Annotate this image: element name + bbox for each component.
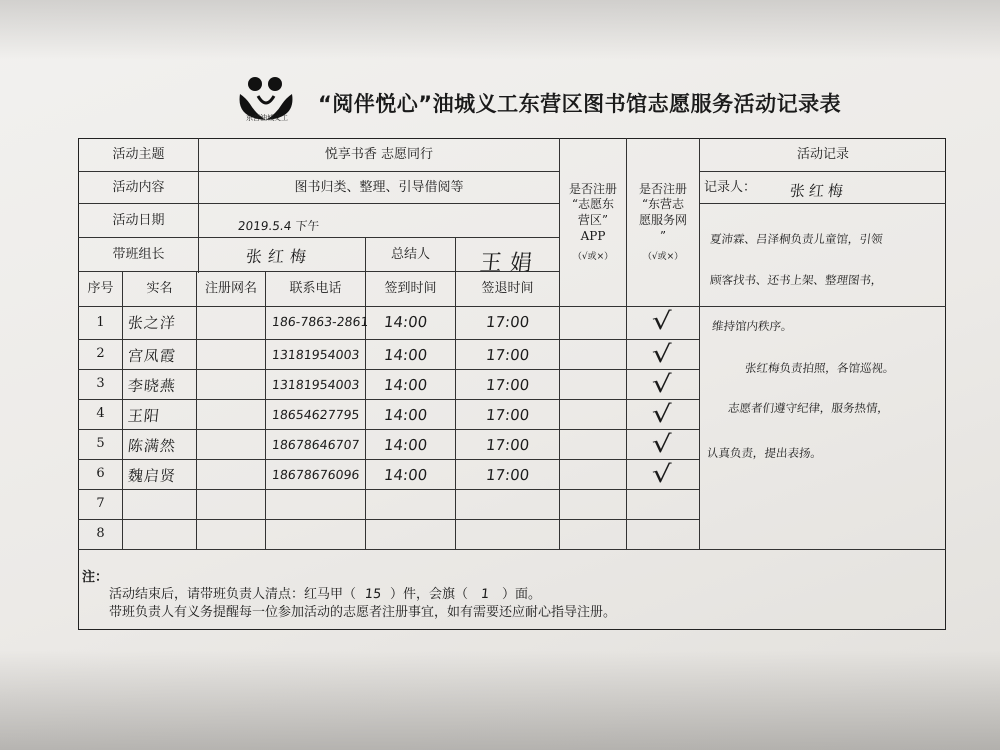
row-number: 5 (96, 436, 105, 452)
row-checkout: 17:00 (485, 466, 531, 484)
row-phone: 18678646707 (271, 437, 361, 452)
col-header-checkout: 签退时间 (481, 281, 534, 297)
row-number: 1 (96, 314, 105, 330)
row-checkin: 14:00 (383, 436, 429, 454)
row-net-registered: √ (651, 400, 672, 428)
value-leader: 张红梅 (244, 247, 313, 266)
value-summarizer: 王娟 (478, 251, 542, 276)
notes-line-1-pre: 活动结束后，请带班负责人清点：红马甲（ (109, 587, 357, 602)
col-header-app-registered: 是否注册 “志愿东 营区” APP (568, 181, 617, 243)
row-phone: 13181954003 (271, 347, 361, 362)
col-header-checkin: 签到时间 (384, 281, 437, 297)
value-theme: 悦享书香 志愿同行 (324, 147, 434, 163)
row-name: 张之洋 (127, 314, 177, 332)
vest-count: 15 (363, 587, 383, 602)
page-title: “阅伴悦心”油城义工东营区图书馆志愿服务活动记录表 (318, 92, 842, 116)
row-checkout: 17:00 (485, 436, 531, 454)
row-checkout: 17:00 (485, 346, 531, 364)
row-number: 2 (96, 346, 105, 362)
row-name: 魏启贤 (127, 467, 177, 485)
row-checkin: 14:00 (383, 346, 429, 364)
col-header-no: 序号 (87, 281, 114, 297)
flag-count: 1 (480, 587, 490, 602)
notes-line-1-mid: ）件，会旗（ (390, 587, 469, 602)
record-line-4: 张红梅负责拍照，各馆巡视。 (744, 361, 896, 375)
row-phone: 186-7863-2861 (271, 314, 370, 329)
row-net-registered: √ (651, 430, 672, 458)
col-header-phone: 联系电话 (289, 281, 342, 297)
row-checkout: 17:00 (485, 406, 531, 424)
row-phone: 18654627795 (271, 407, 361, 422)
row-net-registered: √ (651, 460, 672, 488)
notes-line-1 (109, 583, 541, 602)
bottom-shadow (0, 650, 1000, 750)
notes-label: 注： (82, 570, 109, 585)
row-number: 4 (96, 406, 105, 422)
app-hint: （√或×） (572, 251, 614, 262)
record-line-2: 顾客找书、还书上架、整理图书， (709, 273, 884, 287)
row-net-registered: √ (651, 340, 672, 368)
record-line-3: 维持馆内秩序。 (711, 319, 794, 333)
record-line-5: 志愿者们遵守纪律，服务热情， (727, 401, 890, 415)
logo-caption: 东营油城义工 (246, 114, 288, 122)
label-content: 活动内容 (112, 179, 165, 195)
row-net-registered: √ (651, 370, 672, 398)
row-number: 7 (96, 496, 105, 512)
row-checkin: 14:00 (383, 376, 429, 394)
recorder-name: 张红梅 (789, 182, 848, 200)
label-date: 活动日期 (112, 212, 165, 228)
value-content: 图书归类、整理、引导借阅等 (294, 179, 464, 195)
row-name: 王阳 (127, 407, 161, 425)
row-name: 宫凤霞 (127, 347, 177, 365)
row-name: 陈满然 (127, 437, 177, 455)
row-checkout: 17:00 (485, 313, 531, 331)
row-checkin: 14:00 (383, 313, 429, 331)
record-line-6: 认真负责，提出表扬。 (706, 446, 823, 460)
top-shadow (0, 0, 1000, 60)
col-header-netname: 注册网名 (204, 281, 257, 297)
col-header-net-registered: 是否注册 “东营志 愿服务网 ” (638, 181, 687, 243)
label-summarizer: 总结人 (390, 246, 430, 262)
row-checkout: 17:00 (485, 376, 531, 394)
row-net-registered: √ (651, 307, 672, 335)
row-number: 6 (96, 466, 105, 482)
row-name: 李晓燕 (127, 377, 177, 395)
net-hint: （√或×） (642, 251, 684, 262)
row-checkin: 14:00 (383, 466, 429, 484)
col-header-name: 实名 (146, 281, 173, 297)
record-line-1: 夏沛霖、吕泽桐负责儿童馆，引领 (709, 232, 884, 246)
record-panel-title: 活动记录 (796, 147, 849, 163)
value-date: 2019.5.4 下午 (237, 219, 320, 233)
label-leader: 带班组长 (112, 246, 165, 262)
recorder-label: 记录人： (704, 179, 757, 195)
row-phone: 18678676096 (271, 467, 361, 482)
notes-line-1-post: ）面。 (502, 587, 542, 602)
row-checkin: 14:00 (383, 406, 429, 424)
row-number: 3 (96, 376, 105, 392)
row-number: 8 (96, 526, 105, 542)
row-phone: 13181954003 (271, 377, 361, 392)
notes-line-2: 带班负责人有义务提醒每一位参加活动的志愿者注册事宜，如有需要还应耐心指导注册。 (109, 605, 617, 620)
label-theme: 活动主题 (112, 147, 165, 163)
